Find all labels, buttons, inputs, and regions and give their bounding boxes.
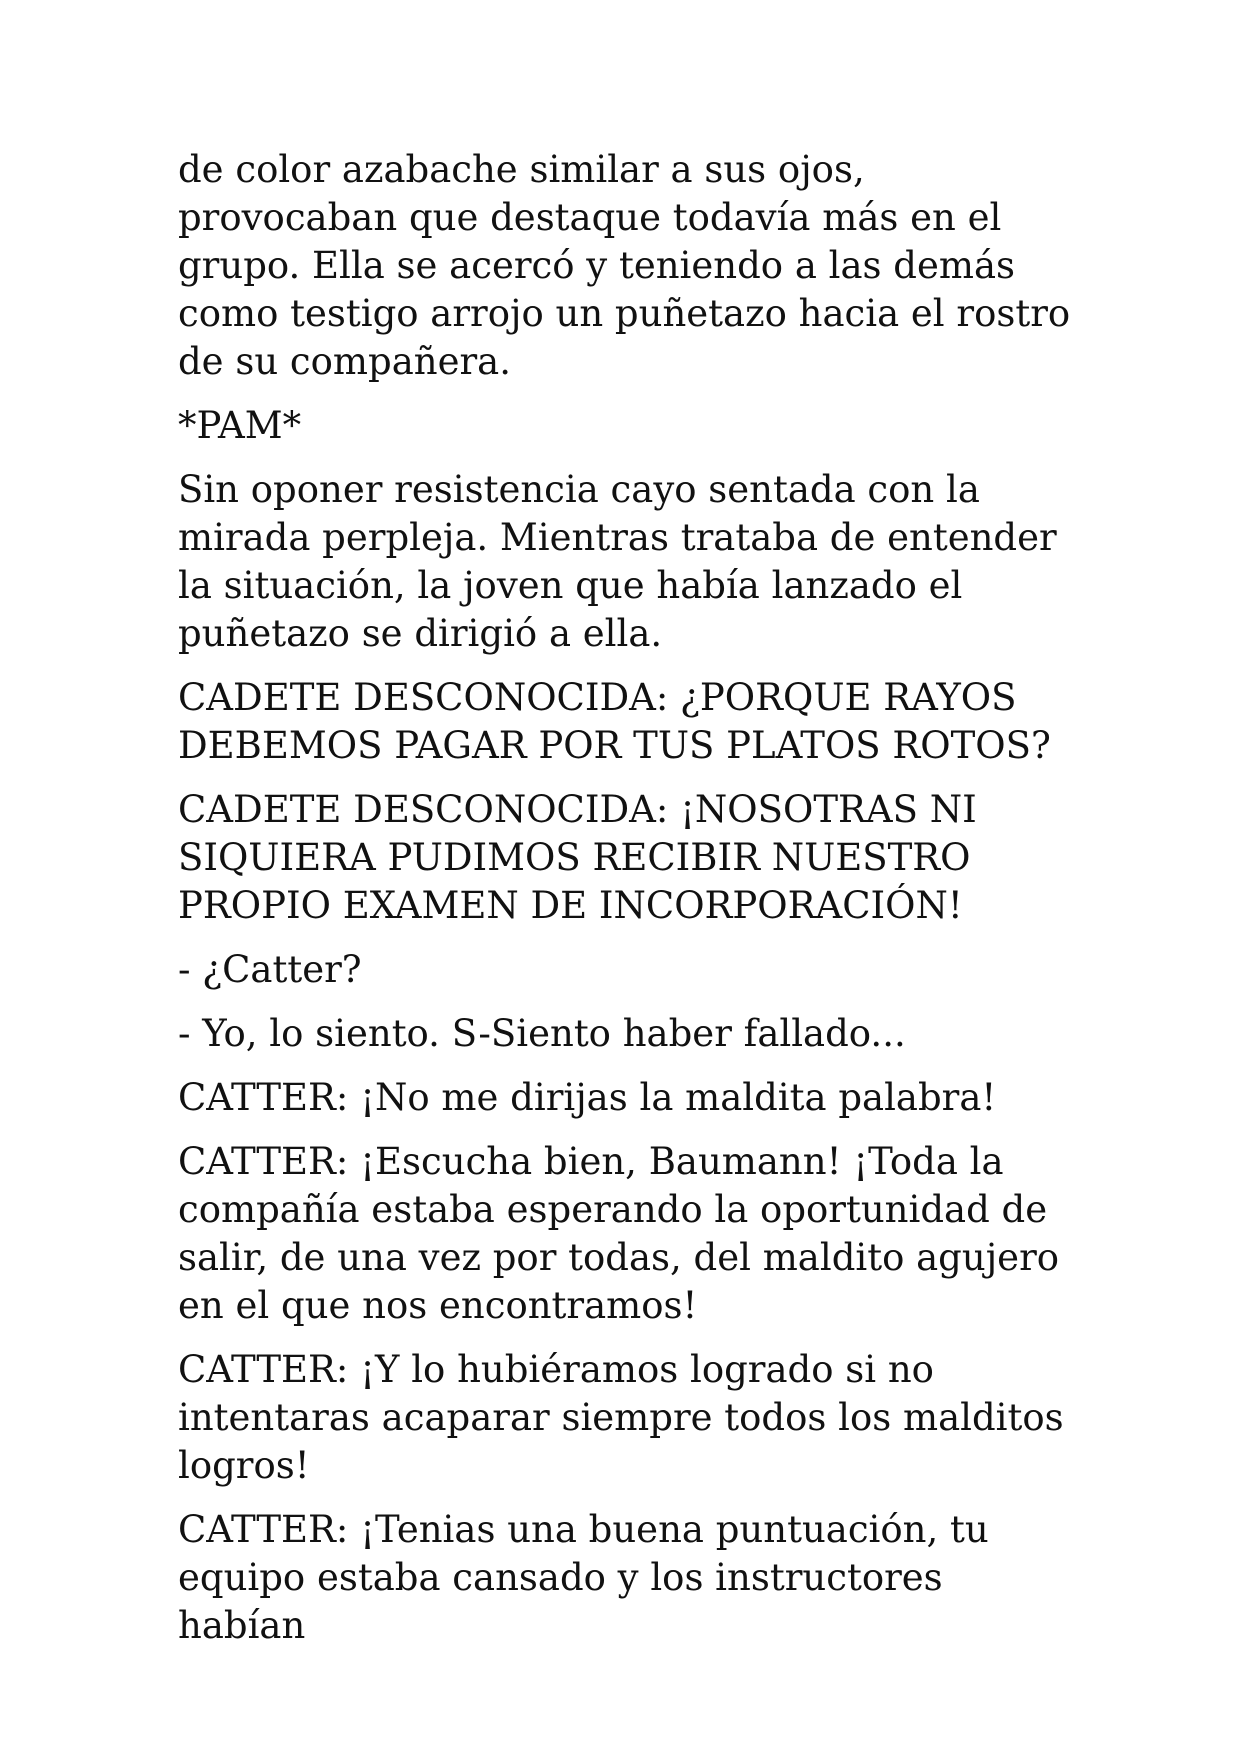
document-page	[178, 146, 1078, 1666]
paragraph: CATTER: ¡Escucha bien, Baumann! ¡Toda la compañía estaba esperando la oportunidad de salir, de una vez por todas, del maldito agujero en el que nos encontramos!	[178, 1140, 1060, 1327]
paragraph: - ¿Catter?	[178, 948, 362, 991]
paragraph: CATTER: ¡Tenias una buena puntuación, tu equipo estaba cansado y los instructores habían	[178, 1508, 989, 1647]
paragraph: Sin oponer resistencia cayo sentada con la mirada perpleja. Mientras trataba de entender la situación, la joven que había lanzado el puñetazo se dirigió a ella.	[178, 468, 1057, 655]
paragraph: - Yo, lo siento. S-Siento haber fallado...	[178, 1012, 906, 1055]
paragraph: *PAM*	[178, 404, 302, 447]
paragraph: de color azabache similar a sus ojos, provocaban que destaque todavía más en el grupo. Ella se acercó y teniendo a las demás como testigo arrojo un puñetazo hacia el rostro de su compañera.	[178, 148, 1071, 383]
paragraph: CATTER: ¡Y lo hubiéramos logrado si no intentaras acaparar siempre todos los malditos logros!	[178, 1348, 1064, 1487]
paragraph: CATTER: ¡No me dirijas la maldita palabra!	[178, 1076, 997, 1119]
paragraph: CADETE DESCONOCIDA: ¿PORQUE RAYOS DEBEMOS PAGAR POR TUS PLATOS ROTOS?	[178, 676, 1051, 767]
paragraph: CADETE DESCONOCIDA: ¡NOSOTRAS NI SIQUIERA PUDIMOS RECIBIR NUESTRO PROPIO EXAMEN DE INCORPORACIÓN!	[178, 788, 977, 927]
